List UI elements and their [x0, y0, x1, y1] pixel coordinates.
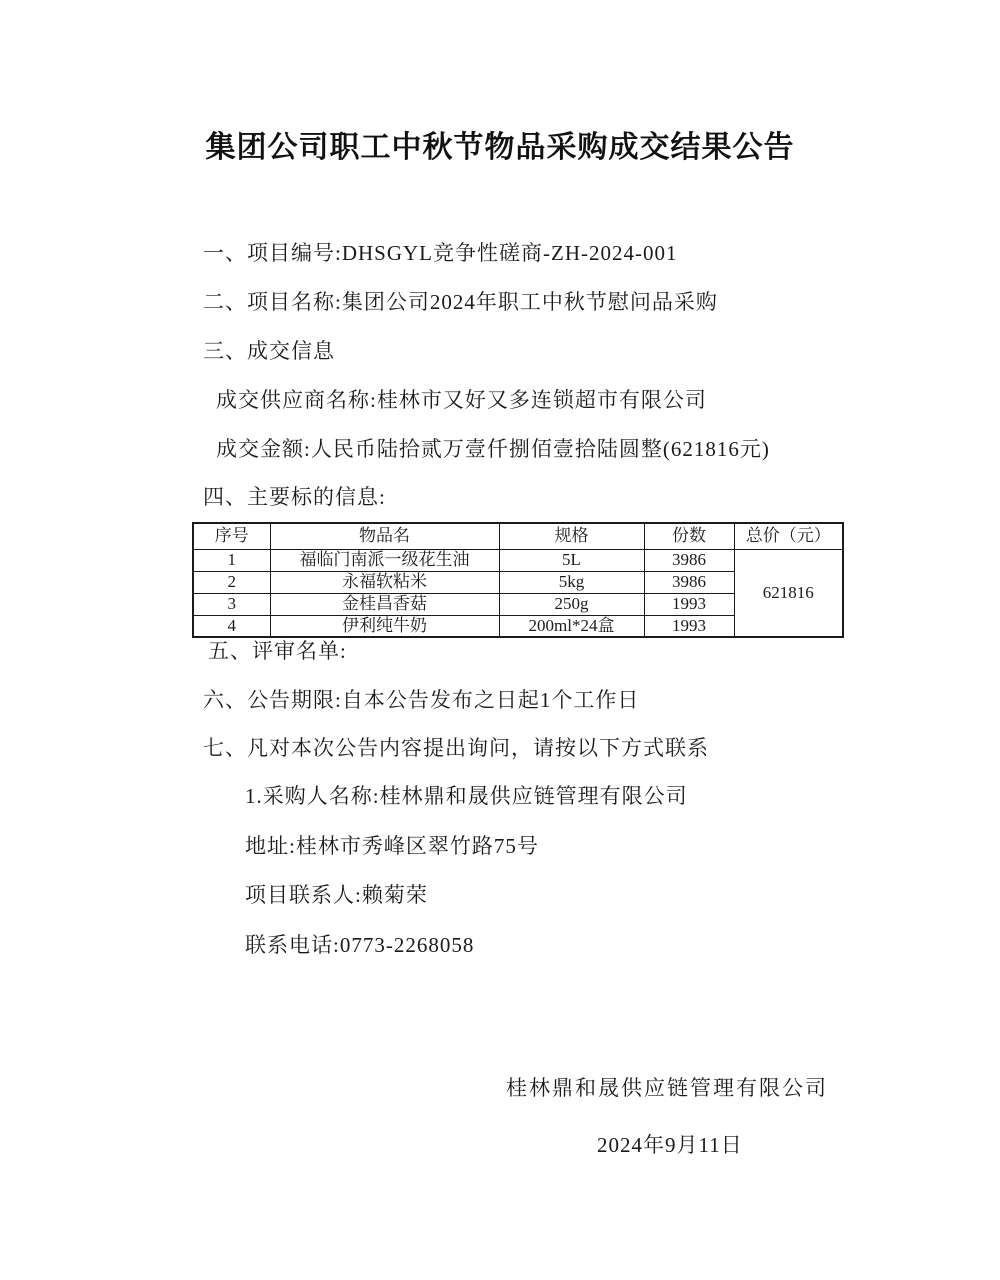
- table-row: [193, 549, 843, 571]
- col-header-spec: 规格: [499, 523, 644, 549]
- section-project-number: 一、项目编号:DHSGYL竞争性磋商-ZH-2024-001: [203, 241, 678, 265]
- cell-item-name: 福临门南派一级花生油: [270, 549, 499, 571]
- page-title: 集团公司职工中秋节物品采购成交结果公告: [205, 131, 795, 164]
- section-project-name: 二、项目名称:集团公司2024年职工中秋节慰问品采购: [203, 290, 718, 314]
- cell-quantity: 1993: [644, 615, 734, 637]
- cell-spec: 5kg: [499, 571, 644, 593]
- cell-quantity: 3986: [644, 549, 734, 571]
- cell-total-price: 621816: [734, 549, 843, 637]
- cell-item-name: 伊利纯牛奶: [270, 615, 499, 637]
- signature-date: 2024年9月11日: [597, 1133, 743, 1157]
- cell-index: 3: [193, 593, 270, 615]
- cell-spec: 250g: [499, 593, 644, 615]
- goods-table: [192, 522, 844, 638]
- cell-index: 2: [193, 571, 270, 593]
- cell-item-name: 金桂昌香菇: [270, 593, 499, 615]
- cell-index: 1: [193, 549, 270, 571]
- deal-amount: 成交金额:人民币陆拾贰万壹仟捌佰壹拾陆圆整(621816元): [216, 437, 770, 461]
- goods-table-header-row: [193, 523, 843, 549]
- section-announcement-period: 六、公告期限:自本公告发布之日起1个工作日: [203, 688, 640, 712]
- cell-quantity: 1993: [644, 593, 734, 615]
- cell-index: 4: [193, 615, 270, 637]
- cell-spec: 200ml*24盒: [499, 615, 644, 637]
- col-header-quantity: 份数: [644, 523, 734, 549]
- col-header-total-price: 总价（元）: [734, 523, 843, 549]
- deal-supplier-name: 成交供应商名称:桂林市又好又多连锁超市有限公司: [216, 388, 707, 412]
- section-subject-heading: 四、主要标的信息:: [203, 485, 386, 509]
- col-header-item-name: 物品名: [270, 523, 499, 549]
- signature-company: 桂林鼎和晟供应链管理有限公司: [506, 1076, 828, 1100]
- section-deal-info-heading: 三、成交信息: [203, 339, 335, 363]
- section-review-list: 五、评审名单:: [208, 639, 347, 663]
- contact-address: 地址:桂林市秀峰区翠竹路75号: [245, 834, 539, 858]
- contact-person: 项目联系人:赖菊荣: [245, 883, 428, 907]
- cell-spec: 5L: [499, 549, 644, 571]
- col-header-index: 序号: [193, 523, 270, 549]
- cell-quantity: 3986: [644, 571, 734, 593]
- contact-purchaser-name: 1.采购人名称:桂林鼎和晟供应链管理有限公司: [245, 784, 688, 808]
- cell-item-name: 永福软粘米: [270, 571, 499, 593]
- section-inquiry-notice: 七、凡对本次公告内容提出询问，请按以下方式联系: [203, 736, 709, 760]
- contact-phone: 联系电话:0773-2268058: [245, 933, 475, 957]
